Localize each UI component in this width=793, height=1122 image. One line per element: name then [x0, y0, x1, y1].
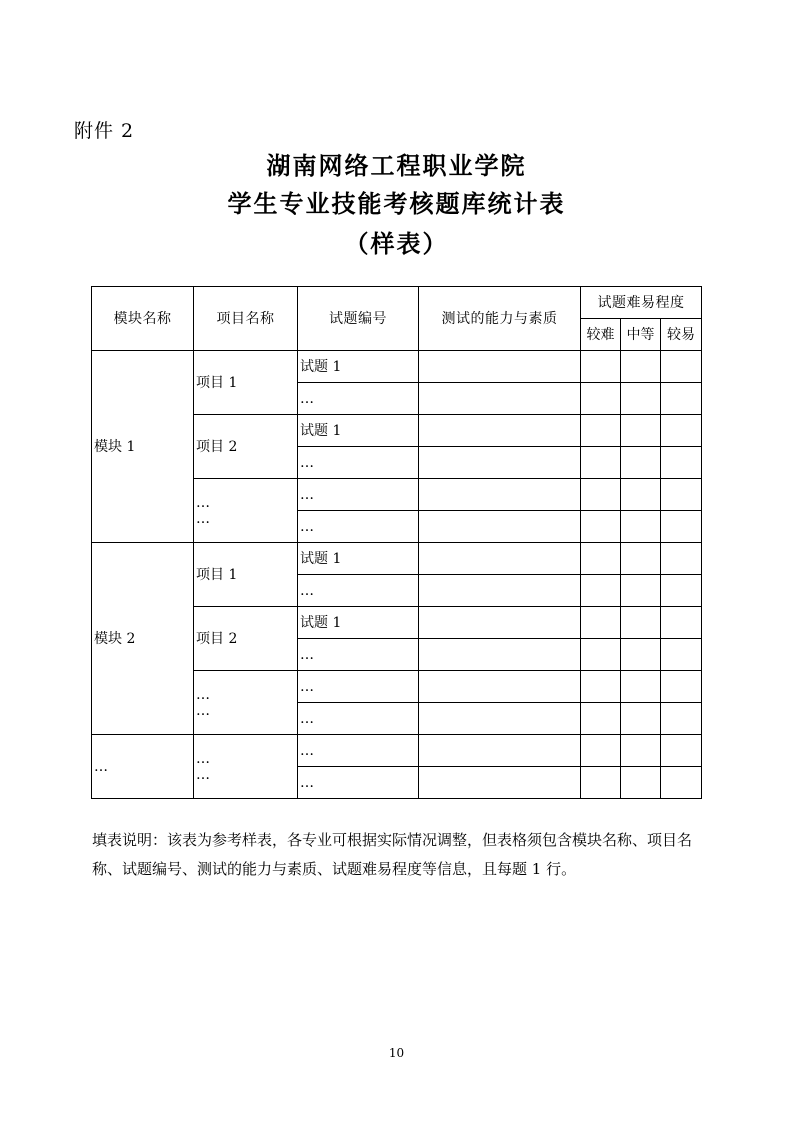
ability-cell: [419, 703, 581, 735]
ability-cell: [419, 447, 581, 479]
easier-cell: [661, 511, 702, 543]
project-name-cell: 项目 1: [194, 351, 298, 415]
question-no-cell: 试题 1: [298, 351, 419, 383]
medium-cell: [621, 607, 661, 639]
ability-cell: [419, 479, 581, 511]
project-name-cell: … …: [194, 479, 298, 543]
harder-cell: [581, 511, 621, 543]
question-bank-table: [91, 286, 702, 799]
harder-cell: [581, 607, 621, 639]
harder-cell: [581, 767, 621, 799]
question-no-cell: …: [298, 735, 419, 767]
harder-cell: [581, 639, 621, 671]
medium-cell: [621, 639, 661, 671]
title-school: 湖南网络工程职业学院: [266, 152, 527, 180]
medium-cell: [621, 383, 661, 415]
easier-cell: [661, 447, 702, 479]
medium-cell: [621, 415, 661, 447]
project-name-cell: 项目 2: [194, 415, 298, 479]
easier-cell: [661, 639, 702, 671]
medium-cell: [621, 767, 661, 799]
module-name-cell: …: [92, 735, 194, 799]
easier-cell: [661, 351, 702, 383]
project-name-cell: … …: [194, 735, 298, 799]
module-name-cell: 模块 2: [92, 543, 194, 735]
question-no-cell: 试题 1: [298, 607, 419, 639]
harder-cell: [581, 383, 621, 415]
easier-cell: [661, 575, 702, 607]
medium-cell: [621, 479, 661, 511]
easier-cell: [661, 671, 702, 703]
header-harder: 较难: [581, 319, 621, 351]
header-easier: 较易: [661, 319, 702, 351]
header-difficulty: 试题难易程度: [581, 287, 702, 319]
header-ability: 测试的能力与素质: [419, 287, 581, 351]
easier-cell: [661, 383, 702, 415]
form-note: 填表说明：该表为参考样表，各专业可根据实际情况调整，但表格须包含模块名称、项目名称、试题编号、测试的能力与素质、试题难易程度等信息，且每题 1 行。: [92, 831, 693, 878]
easier-cell: [661, 767, 702, 799]
harder-cell: [581, 351, 621, 383]
harder-cell: [581, 703, 621, 735]
header-project: 项目名称: [194, 287, 298, 351]
harder-cell: [581, 671, 621, 703]
attachment-label: 附件 2: [74, 120, 135, 142]
harder-cell: [581, 543, 621, 575]
easier-cell: [661, 479, 702, 511]
ability-cell: [419, 543, 581, 575]
harder-cell: [581, 735, 621, 767]
question-no-cell: …: [298, 703, 419, 735]
medium-cell: [621, 671, 661, 703]
question-no-cell: 试题 1: [298, 543, 419, 575]
page-number: 10: [388, 1046, 405, 1060]
harder-cell: [581, 479, 621, 511]
question-no-cell: …: [298, 575, 419, 607]
easier-cell: [661, 703, 702, 735]
medium-cell: [621, 447, 661, 479]
title-sample-note: （样表）: [344, 230, 449, 258]
question-no-cell: …: [298, 479, 419, 511]
easier-cell: [661, 735, 702, 767]
table-row: [92, 351, 702, 383]
ability-cell: [419, 671, 581, 703]
project-name-cell: … …: [194, 671, 298, 735]
ability-cell: [419, 735, 581, 767]
table-row: [92, 735, 702, 767]
ability-cell: [419, 639, 581, 671]
ability-cell: [419, 351, 581, 383]
ability-cell: [419, 767, 581, 799]
title-form-name: 学生专业技能考核题库统计表: [227, 190, 566, 218]
harder-cell: [581, 447, 621, 479]
easier-cell: [661, 607, 702, 639]
ability-cell: [419, 575, 581, 607]
medium-cell: [621, 511, 661, 543]
project-name-cell: 项目 2: [194, 607, 298, 671]
question-no-cell: …: [298, 671, 419, 703]
question-no-cell: 试题 1: [298, 415, 419, 447]
header-module: 模块名称: [92, 287, 194, 351]
medium-cell: [621, 575, 661, 607]
project-name-cell: 项目 1: [194, 543, 298, 607]
question-no-cell: …: [298, 511, 419, 543]
ability-cell: [419, 511, 581, 543]
question-no-cell: …: [298, 447, 419, 479]
medium-cell: [621, 543, 661, 575]
table-row: [92, 543, 702, 575]
ability-cell: [419, 607, 581, 639]
easier-cell: [661, 415, 702, 447]
module-name-cell: 模块 1: [92, 351, 194, 543]
ability-cell: [419, 415, 581, 447]
header-medium: 中等: [621, 319, 661, 351]
question-no-cell: …: [298, 639, 419, 671]
easier-cell: [661, 543, 702, 575]
ability-cell: [419, 383, 581, 415]
table-body: [92, 351, 702, 799]
header-question-no: 试题编号: [298, 287, 419, 351]
medium-cell: [621, 703, 661, 735]
question-no-cell: …: [298, 767, 419, 799]
medium-cell: [621, 351, 661, 383]
medium-cell: [621, 735, 661, 767]
harder-cell: [581, 575, 621, 607]
question-no-cell: …: [298, 383, 419, 415]
harder-cell: [581, 415, 621, 447]
